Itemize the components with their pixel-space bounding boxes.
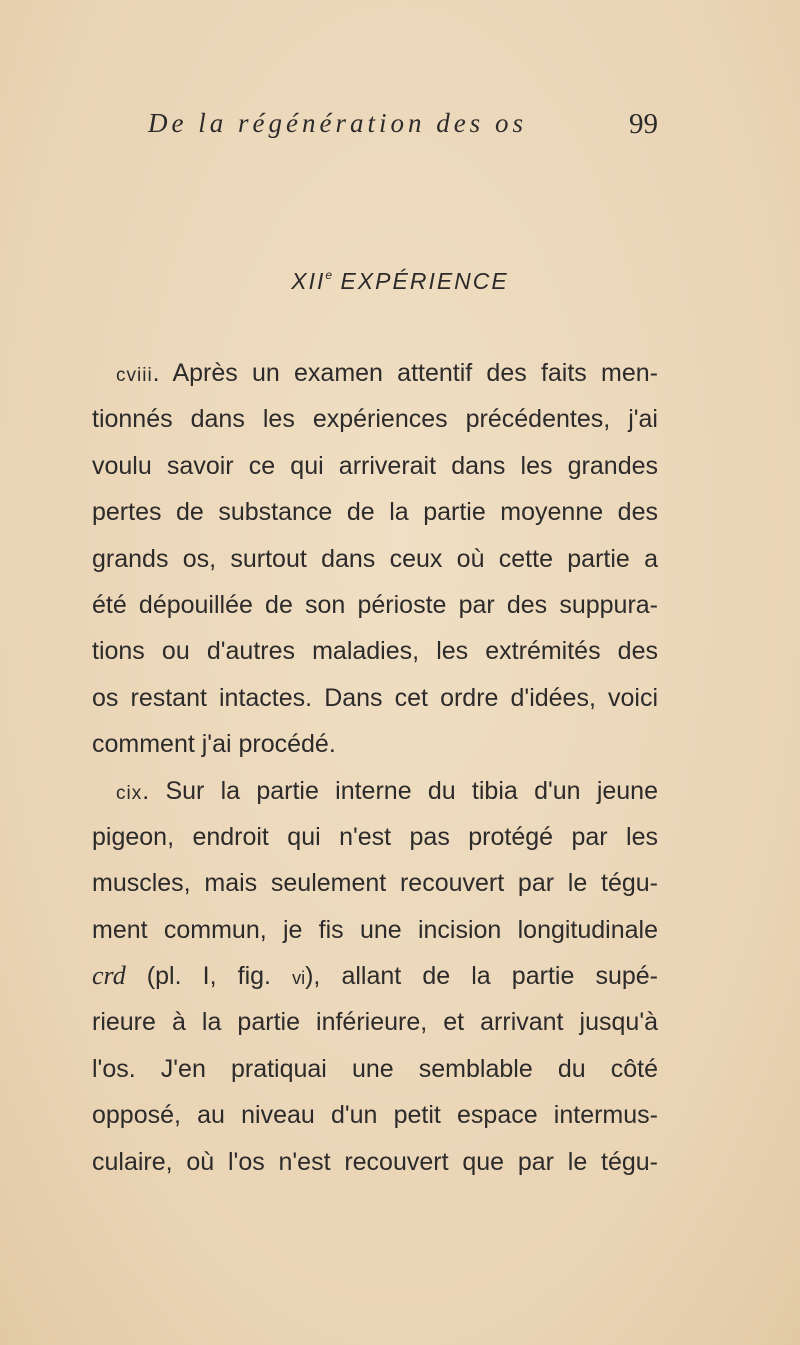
running-title: De la régénération des os: [148, 108, 527, 138]
text-line: pigeon, endroit qui n'est pas protégé par les: [92, 822, 658, 851]
section-roman: XII: [291, 268, 326, 294]
section-superscript: e: [325, 268, 333, 282]
text-line: comment j'ai procédé.: [92, 730, 336, 759]
section-heading: [0, 268, 800, 295]
text-line: culaire, où l'os n'est recouvert que par le tégu-: [92, 1147, 658, 1176]
text-line: rieure à la partie inférieure, et arrivant jusqu'à: [92, 1008, 658, 1037]
text-line: tionnés dans les expériences précédentes, j'ai: [92, 405, 658, 434]
paragraph-number: cviii: [116, 365, 153, 386]
text-line: tions ou d'autres maladies, les extrémités des: [92, 637, 658, 666]
text-line: été dépouillée de son périoste par des suppura-: [92, 590, 658, 619]
text-line: ment commun, je fis une incision longitudinale: [92, 915, 658, 944]
paragraph-cviii: [92, 350, 658, 768]
text-line: opposé, au niveau d'un petit espace intermus-: [92, 1101, 658, 1130]
paragraph-cix: [92, 768, 658, 1186]
text-line: pertes de substance de la partie moyenne des: [92, 498, 658, 527]
text-line: os restant intactes. Dans cet ordre d'idées, voici: [92, 683, 658, 712]
body-text: [92, 350, 658, 1185]
page-number: 99: [629, 108, 658, 140]
text-line: l'os. J'en pratiquai une semblable du côté: [92, 1054, 658, 1083]
section-title: EXPÉRIENCE: [332, 268, 509, 294]
text-line: cix. Sur la partie interne du tibia d'un jeune: [116, 776, 658, 805]
running-header: [148, 108, 658, 152]
text-line: muscles, mais seulement recouvert par le tégu-: [92, 869, 658, 898]
paragraph-number: cix: [116, 782, 143, 804]
text-line: grands os, surtout dans ceux où cette partie a: [92, 544, 658, 573]
figure-reference: crd: [92, 961, 126, 991]
text-line: cviii. Après un examen attentif des faits men-: [116, 359, 658, 387]
text-line: crd (pl. I, fig. vi), allant de la partie supé-: [92, 961, 658, 991]
text-line: voulu savoir ce qui arriverait dans les grandes: [92, 451, 658, 480]
